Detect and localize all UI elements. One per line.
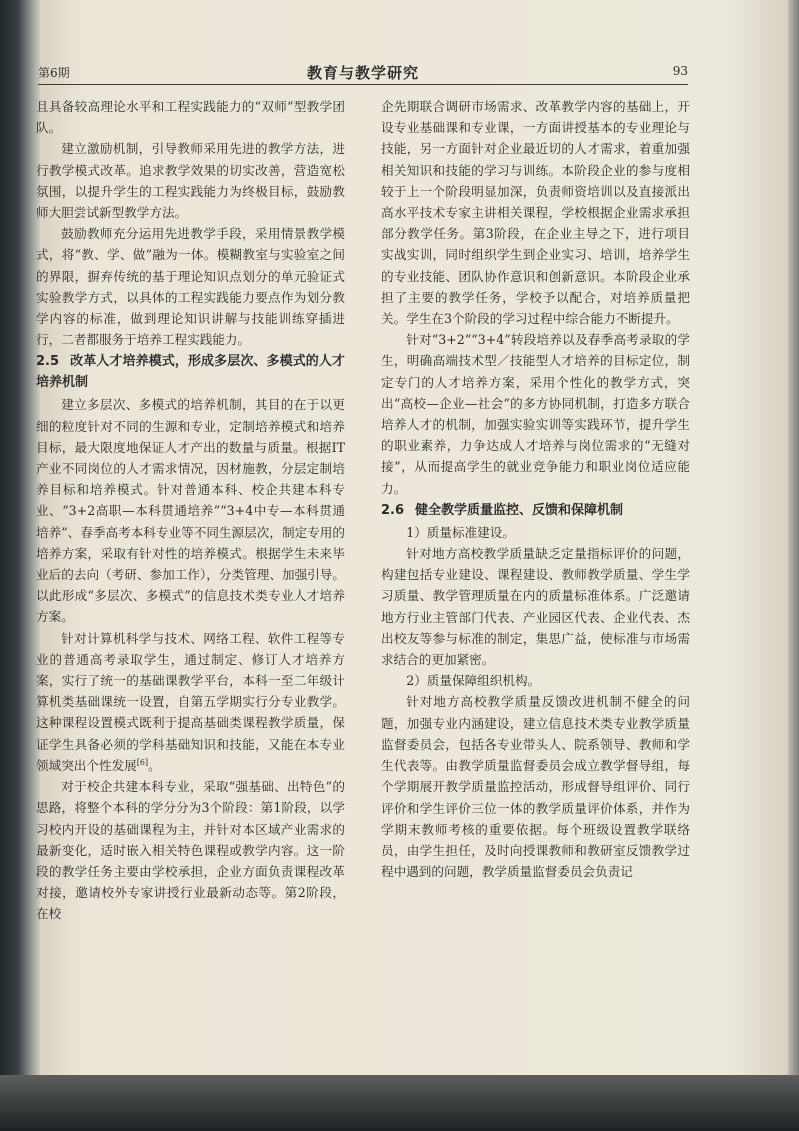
paragraph-text: 对于校企共建本科专业，采取“强基础、出特色”的思路，将整个本科的学分分为3个阶段：第1阶段，以学习校内开设的基础课程为主，并针对本区域产业需求的最新变化，适时嵌入相关特色课程或教学内容。这一阶段的教学任务主要由学校承担，企业方面负责课程改革对接，邀请校外专家讲授行业最新动态等。第2阶段，在校 — [36, 779, 345, 922]
section-title: 健全教学质量监控、反馈和保障机制 — [415, 502, 624, 518]
paragraph — [381, 543, 690, 670]
section-number: 2.6 — [381, 502, 405, 518]
paragraph-tail: 。 — [148, 757, 161, 773]
paragraph — [36, 776, 345, 924]
right-column — [381, 96, 690, 882]
paragraph — [36, 223, 345, 350]
paragraph — [36, 628, 345, 776]
journal-title: 教育与教学研究 — [306, 64, 419, 82]
header-rule — [38, 84, 688, 85]
paragraph — [36, 138, 345, 223]
paragraph-text: 1）质量标准建设。 — [406, 524, 515, 540]
page-edge-shadow — [788, 0, 799, 1075]
section-number: 2.5 — [36, 354, 60, 370]
left-column — [36, 96, 345, 925]
paragraph-text: 鼓励教师充分运用先进教学手段，采用情景教学模式，将“教、学、做”融为一体。模糊教室与实验室之间的界限，摒弃传统的基于理论知识点划分的单元验证式实验教学方式，以具体的工程实践能力要点作为划分教学内容的标准，做到理论知识讲解与技能训练穿插进行，二者都服务于培养工程实践能力。 — [36, 226, 345, 348]
citation-ref: [6] — [136, 757, 149, 767]
paragraph — [381, 522, 690, 543]
paragraph-text: 建立多层次、多模式的培养机制，其目的在于以更细的粒度针对不同的生源和专业，定制培养模式和培养目标，最大限度地保证人才产出的数量与质量。根据IT产业不同岗位的人才需求情况，因材施教，分层定制培养目标和培养模式。针对普通本科、校企共建本科专业、“3+2高职—本科贯通培养”“3+4中专—本科贯通培养”、春季高考本科专业等不同生源层次，制定专用的培养方案，采取有针对性的培养模式。根据学生未来毕业后的去向（考研、参加工作），分类管理、加强引导。以此形成“多层次、多模式”的信息技术类专业人才培养方案。 — [36, 397, 345, 625]
paragraph — [381, 670, 690, 691]
section-heading — [36, 351, 345, 393]
scanner-bed-border — [0, 1075, 799, 1131]
paragraph-text: 针对地方高校教学质量反馈改进机制不健全的问题，加强专业内涵建设，建立信息技术类专业教学质量监督委员会，包括各专业带头人、院系领导、教师和学生代表等。由教学质量监督委员会成立教学督导组，每个学期展开教学质量监控活动，形成督导组评价、同行评价和学生评价三位一体的教学质量评价体系，并作为学期末教师考核的重要依据。每个班级设置教学联络员，由学生担任，及时向授课教师和教研室反馈教学过程中遇到的问题，教学质量监督委员会负责记 — [381, 694, 690, 880]
paragraph-text: 建立激励机制，引导教师采用先进的教学方法，进行教学模式改革。追求教学效果的切实改善，营造宽松氛围，以提升学生的工程实践能力为终极目标，鼓励教师大胆尝试新型教学方法。 — [36, 141, 345, 221]
running-head — [38, 62, 688, 82]
section-title: 改革人才培养模式，形成多层次、多模式的人才培养机制 — [36, 354, 345, 391]
paragraph — [36, 394, 345, 627]
paragraph-continued — [36, 96, 345, 138]
paragraph-text: 且具备较高理论水平和工程实践能力的“双师”型教学团队。 — [36, 99, 345, 136]
book-binding-shadow — [0, 0, 40, 1131]
paragraph — [381, 691, 690, 882]
paragraph-text: 针对计算机科学与技术、网络工程、软件工程等专业的普通高考录取学生，通过制定、修订人才培养方案，实行了统一的基础课教学平台，本科一至二年级计算机类基础课统一设置，自第五学期实行分专业教学。这种课程设置模式既利于提高基础类课程教学质量，保证学生具备必须的学科基础知识和技能，又能在本专业领域突出个性发展 — [36, 630, 345, 773]
paragraph-text: 针对地方高校教学质量缺乏定量指标评价的问题，构建包括专业建设、课程建设、教师教学质量、学生学习质量、教学管理质量在内的质量标准体系。广泛邀请地方行业主管部门代表、产业园区代表、企业代表、杰出校友等参与标准的制定，集思广益，使标准与市场需求结合的更加紧密。 — [381, 546, 690, 668]
paragraph-text: 2）质量保障组织机构。 — [406, 673, 541, 689]
section-heading — [381, 500, 690, 521]
page-number: 93 — [672, 64, 688, 78]
issue-label: 第6期 — [38, 66, 70, 80]
paragraph — [381, 329, 690, 499]
paragraph-text: 企先期联合调研市场需求、改革教学内容的基础上，开设专业基础课和专业课，一方面讲授基本的专业理论与技能，另一方面针对企业最近切的人才需求，着重加强相关知识和技能的学习与训练。本阶段企业的参与度相较于上一个阶段明显加深，负责师资培训以及直接派出高水平技术专家主讲相关课程，学校根据企业需求承担部分教学任务。第3阶段，在企业主导之下，进行项目实战实训，同时组织学生到企业实习、培训，培养学生的专业技能、团队协作意识和创新意识。本阶段企业承担了主要的教学任务，学校予以配合，对培养质量把关。学生在3个阶段的学习过程中综合能力不断提升。 — [381, 99, 690, 327]
paragraph-continued — [381, 96, 690, 329]
paragraph-text: 针对“3+2”“3+4”转段培养以及春季高考录取的学生，明确高端技术型／技能型人才培养的目标定位，制定专门的人才培养方案，采用个性化的教学方式，突出“高校—企业—社会”的多方协同机制，打造多方联合培养人才的机制，加强实验实训等实践环节，提升学生的职业素养，力争达成人才培养与岗位需求的“无缝对接”，从而提高学生的就业竞争能力和职业岗位适应能力。 — [381, 332, 690, 496]
